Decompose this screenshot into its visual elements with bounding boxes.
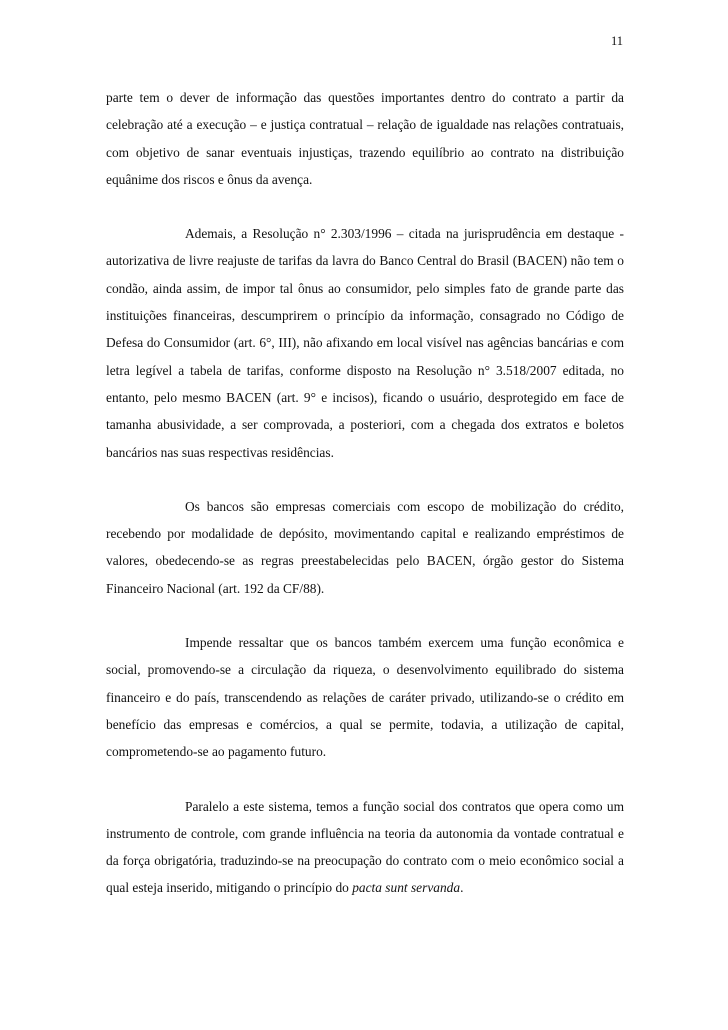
paragraph-1: parte tem o dever de informação das questões importantes dentro do contrato a partir da celebração até a execução – e justiça contratual – relação de igualdade nas relações contratuais, com objetivo de sanar eventuais injustiças, trazendo equilíbrio ao contrato na distribuição equânime dos riscos e ônus da avença. [106,90,624,187]
paragraph-3: Os bancos são empresas comerciais com escopo de mobilização do crédito, recebendo por modalidade de depósito, movimentando capital e realizando empréstimos de valores, obedecendo-se as regras preestabelecidas pelo BACEN, órgão gestor do Sistema Financeiro Nacional (art. 192 da CF/88). [106,498,624,596]
paragraph-4: Impende ressaltar que os bancos também exercem uma função econômica e social, promovendo-se a circulação da riqueza, o desenvolvimento equilibrado do sistema financeiro e do país, transcendendo as relações de caráter privado, utilizando-se o crédito em benefício das empresas e comércios, a qual se permite, todavia, a utilização de capital, comprometendo-se ao pagamento futuro. [106,635,624,760]
page-number: 11 [610,34,623,48]
paragraph-5-end: . [460,880,464,896]
paragraph-5-text: Paralelo a este sistema, temos a função social dos contratos que opera como um instrumento de controle, com grande influência na teoria da autonomia da vontade contratual e da força obrigatória, traduzindo-se na preocupação do contrato com o meio econômico social a qual esteja inserido, mitigando o princípio do [106,798,624,896]
document-body [106,84,624,902]
latin-phrase: pacta sunt servanda [352,880,461,896]
paragraph-5 [106,793,624,902]
paragraph-2: Ademais, a Resolução n° 2.303/1996 – citada na jurisprudência em destaque - autorizativa de livre reajuste de tarifas da lavra do Banco Central do Brasil (BACEN) não tem o condão, ainda assim, de impor tal ônus ao consumidor, pelo simples fato de grande parte das instituições financeiras, descumprirem o princípio da informação, consagrado no Código de Defesa do Consumidor (art. 6°, III), não afixando em local visível nas agências bancárias e com letra legível a tabela de tarifas, conforme disposto na Resolução n° 3.518/2007 editada, no entanto, pelo mesmo BACEN (art. 9° e incisos), ficando o usuário, desprotegido em face de tamanha abusividade, a ser comprovada, a posteriori, com a chegada dos extratos e boletos bancários nas suas respectivas residências. [106,226,624,460]
